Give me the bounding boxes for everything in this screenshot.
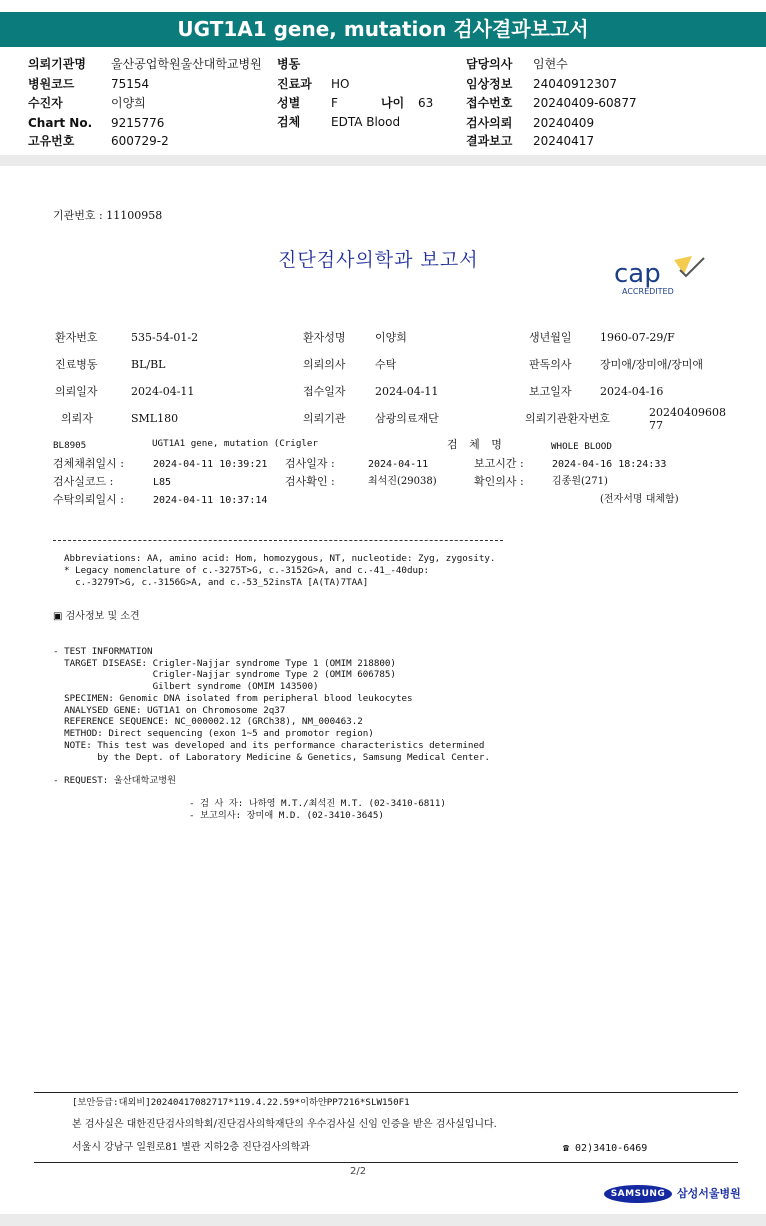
header-value: 75154 xyxy=(111,77,150,91)
header-value: 600729-2 xyxy=(111,134,169,148)
header-label: 결과보고 xyxy=(466,134,513,148)
test-info-line: - TEST INFORMATION xyxy=(53,646,153,657)
test-date-value: 2024-04-11 xyxy=(368,459,429,470)
test-code: BL8905 xyxy=(53,440,87,451)
test-info-line: METHOD: Direct sequencing (exon 1~5 and promotor region) xyxy=(53,728,374,739)
header-label: 의뢰기관명 xyxy=(28,57,86,71)
header-value: 울산공업학원울산대학교병원 xyxy=(111,57,262,71)
patient-label: 판독의사 xyxy=(529,358,572,371)
header-label: 검체 xyxy=(277,115,301,129)
cap-logo xyxy=(612,254,712,298)
confirm-value: 최석진(29038) xyxy=(368,476,437,487)
header-value: 20240409-60877 xyxy=(533,96,637,110)
outsource-value: 2024-04-11 10:37:14 xyxy=(153,495,268,506)
outsource-label: 수탁의뢰일시 : xyxy=(53,493,124,506)
abbrev-line: Abbreviations: AA, amino acid: Hom, homozygous, NT, nucleotide: Zyg, zygosity. xyxy=(64,553,496,564)
test-info-line: ANALYSED GENE: UGT1A1 on Chromosome 2q37 xyxy=(53,705,286,716)
patient-label: 의뢰자 xyxy=(61,412,93,425)
header-value: 63 xyxy=(418,96,434,110)
report-time-value: 2024-04-16 18:24:33 xyxy=(552,459,667,470)
header-value: 20240417 xyxy=(533,134,595,148)
header-value: 9215776 xyxy=(111,116,165,130)
patient-value: 수탁 xyxy=(375,358,397,371)
test-info-line: SPECIMEN: Genomic DNA isolated from peripheral blood leukocytes xyxy=(53,693,413,704)
header-divider xyxy=(0,155,766,166)
signer-line: - 검 사 자: 나하영 M.T./최석진 M.T. (02-3410-6811) xyxy=(189,798,446,809)
request-line: - REQUEST: 울산대학교병원 xyxy=(53,775,176,786)
signer-line: - 보고의사: 장미애 M.D. (02-3410-3645) xyxy=(189,810,384,821)
header-label: 검사의뢰 xyxy=(466,116,513,130)
header-value: 24040912307 xyxy=(533,77,617,91)
confirm-label: 검사확인 : xyxy=(285,475,335,488)
confirm-doc-label: 확인의사 : xyxy=(474,475,524,488)
patient-label: 환자번호 xyxy=(55,331,98,344)
header-label: 수진자 xyxy=(28,96,63,110)
certification-line: 본 검사실은 대한진단검사의학회/진단검사의학재단의 우수검사실 신임 인증을 받은 검사실입니다. xyxy=(72,1119,497,1130)
page-number: 2/2 xyxy=(350,1166,367,1177)
header-value: HO xyxy=(331,77,350,91)
patient-value: 2024040960877 xyxy=(649,406,726,432)
agency-number-label: 기관번호 : xyxy=(53,209,103,222)
patient-label: 의뢰일자 xyxy=(55,385,98,398)
collect-value: 2024-04-11 10:39:21 xyxy=(153,459,268,470)
footer-top-rule xyxy=(34,1092,738,1093)
header-value: 20240409 xyxy=(533,116,595,130)
header-label: 고유번호 xyxy=(28,134,75,148)
patient-label: 진료병동 xyxy=(55,358,98,371)
collect-label: 검체채취일시 : xyxy=(53,457,124,470)
test-info-line: TARGET DISEASE: Crigler-Najjar syndrome Type 1 (OMIM 218800) xyxy=(53,658,396,669)
lab-code-value: L85 xyxy=(153,477,172,488)
test-info-line: by the Dept. of Laboratory Medicine & Genetics, Samsung Medical Center. xyxy=(53,752,490,763)
address-line: 서울시 강남구 일원로81 별관 지하2층 진단검사의학과 xyxy=(72,1142,310,1153)
patient-label: 의뢰기관 xyxy=(303,412,346,425)
header-value: F xyxy=(331,96,338,110)
test-info-line: NOTE: This test was developed and its performance characteristics determined xyxy=(53,740,485,751)
patient-value: SML180 xyxy=(131,412,179,425)
patient-value: BL/BL xyxy=(131,358,166,371)
specimen-label: 검 체 명 xyxy=(447,438,506,451)
agency-number xyxy=(53,209,162,223)
header-value: 이양희 xyxy=(111,96,146,110)
test-name: UGT1A1 gene, mutation (Crigler xyxy=(152,438,318,449)
patient-label: 접수일자 xyxy=(303,385,346,398)
hospital-logo-text: 삼성서울병원 xyxy=(677,1187,741,1200)
test-info-line: Crigler-Najjar syndrome Type 2 (OMIM 606785) xyxy=(53,669,396,680)
header-label: 담당의사 xyxy=(466,57,513,71)
patient-label: 환자성명 xyxy=(303,331,346,344)
abbrev-line: c.-3279T>G, c.-3156G>A, and c.-53_52insTA [A(TA)7TAA] xyxy=(64,577,369,588)
samsung-logo: SAMSUNG xyxy=(604,1185,672,1203)
patient-value: 장미애/장미애/장미애 xyxy=(600,358,704,371)
lab-code-label: 검사실코드 : xyxy=(53,475,114,488)
patient-value: 535-54-01-2 xyxy=(131,331,199,344)
patient-value: 1960-07-29/F xyxy=(600,331,675,344)
e-signature-note: (전자서명 대체함) xyxy=(600,494,679,505)
header-label: 병원코드 xyxy=(28,77,75,91)
patient-label: 의뢰기관환자번호 xyxy=(525,412,611,425)
header-value: EDTA Blood xyxy=(331,115,401,129)
cap-wordmark: cap xyxy=(614,259,661,289)
bottom-band xyxy=(0,1214,766,1226)
patient-value: 2024-04-11 xyxy=(131,385,195,398)
header-value: 임현수 xyxy=(533,57,568,71)
section-title: ▣ 검사정보 및 소견 xyxy=(53,611,140,622)
header-label: Chart No. xyxy=(28,116,93,130)
agency-number-value: 11100958 xyxy=(106,209,163,222)
header-label: 성별 xyxy=(277,96,301,110)
patient-value: 삼광의료재단 xyxy=(375,412,439,425)
patient-value: 2024-04-16 xyxy=(600,385,664,398)
header-label: 나이 xyxy=(381,96,405,110)
security-line: [보안등급:대외비]20240417082717*119.4.22.59*이하얀PP7216*SLW150F1 xyxy=(72,1097,410,1108)
report-time-label: 보고시간 : xyxy=(474,457,524,470)
abbrev-line: * Legacy nomenclature of c.-3275T>G, c.-3152G>A, and c.-41_-40dup: xyxy=(64,565,430,576)
phone-line: ☎ 02)3410-6469 xyxy=(563,1143,648,1154)
report-title: 진단검사의학과 보고서 xyxy=(278,249,479,271)
header-label: 진료과 xyxy=(277,77,312,91)
footer-bottom-rule xyxy=(34,1162,738,1163)
cap-subtitle: ACCREDITED xyxy=(622,287,674,296)
confirm-doc-value: 김종원(271) xyxy=(552,476,608,487)
test-date-label: 검사일자 : xyxy=(285,457,335,470)
patient-label: 생년월일 xyxy=(529,331,572,344)
test-info-line: REFERENCE SEQUENCE: NC_000002.12 (GRCh38), NM_000463.2 xyxy=(53,716,363,727)
patient-value: 이양희 xyxy=(375,331,407,344)
header-label: 접수번호 xyxy=(466,96,513,110)
cap-accredited-icon xyxy=(612,254,712,298)
patient-label: 의뢰의사 xyxy=(303,358,346,371)
patient-label: 보고일자 xyxy=(529,385,572,398)
document-title: UGT1A1 gene, mutation 검사결과보고서 xyxy=(0,12,766,47)
test-info-line: Gilbert syndrome (OMIM 143500) xyxy=(53,681,319,692)
specimen-value: WHOLE BLOOD xyxy=(551,441,612,452)
patient-value: 2024-04-11 xyxy=(375,385,439,398)
header-label: 임상정보 xyxy=(466,77,513,91)
header-label: 병동 xyxy=(277,57,301,71)
dashed-divider xyxy=(53,540,503,541)
